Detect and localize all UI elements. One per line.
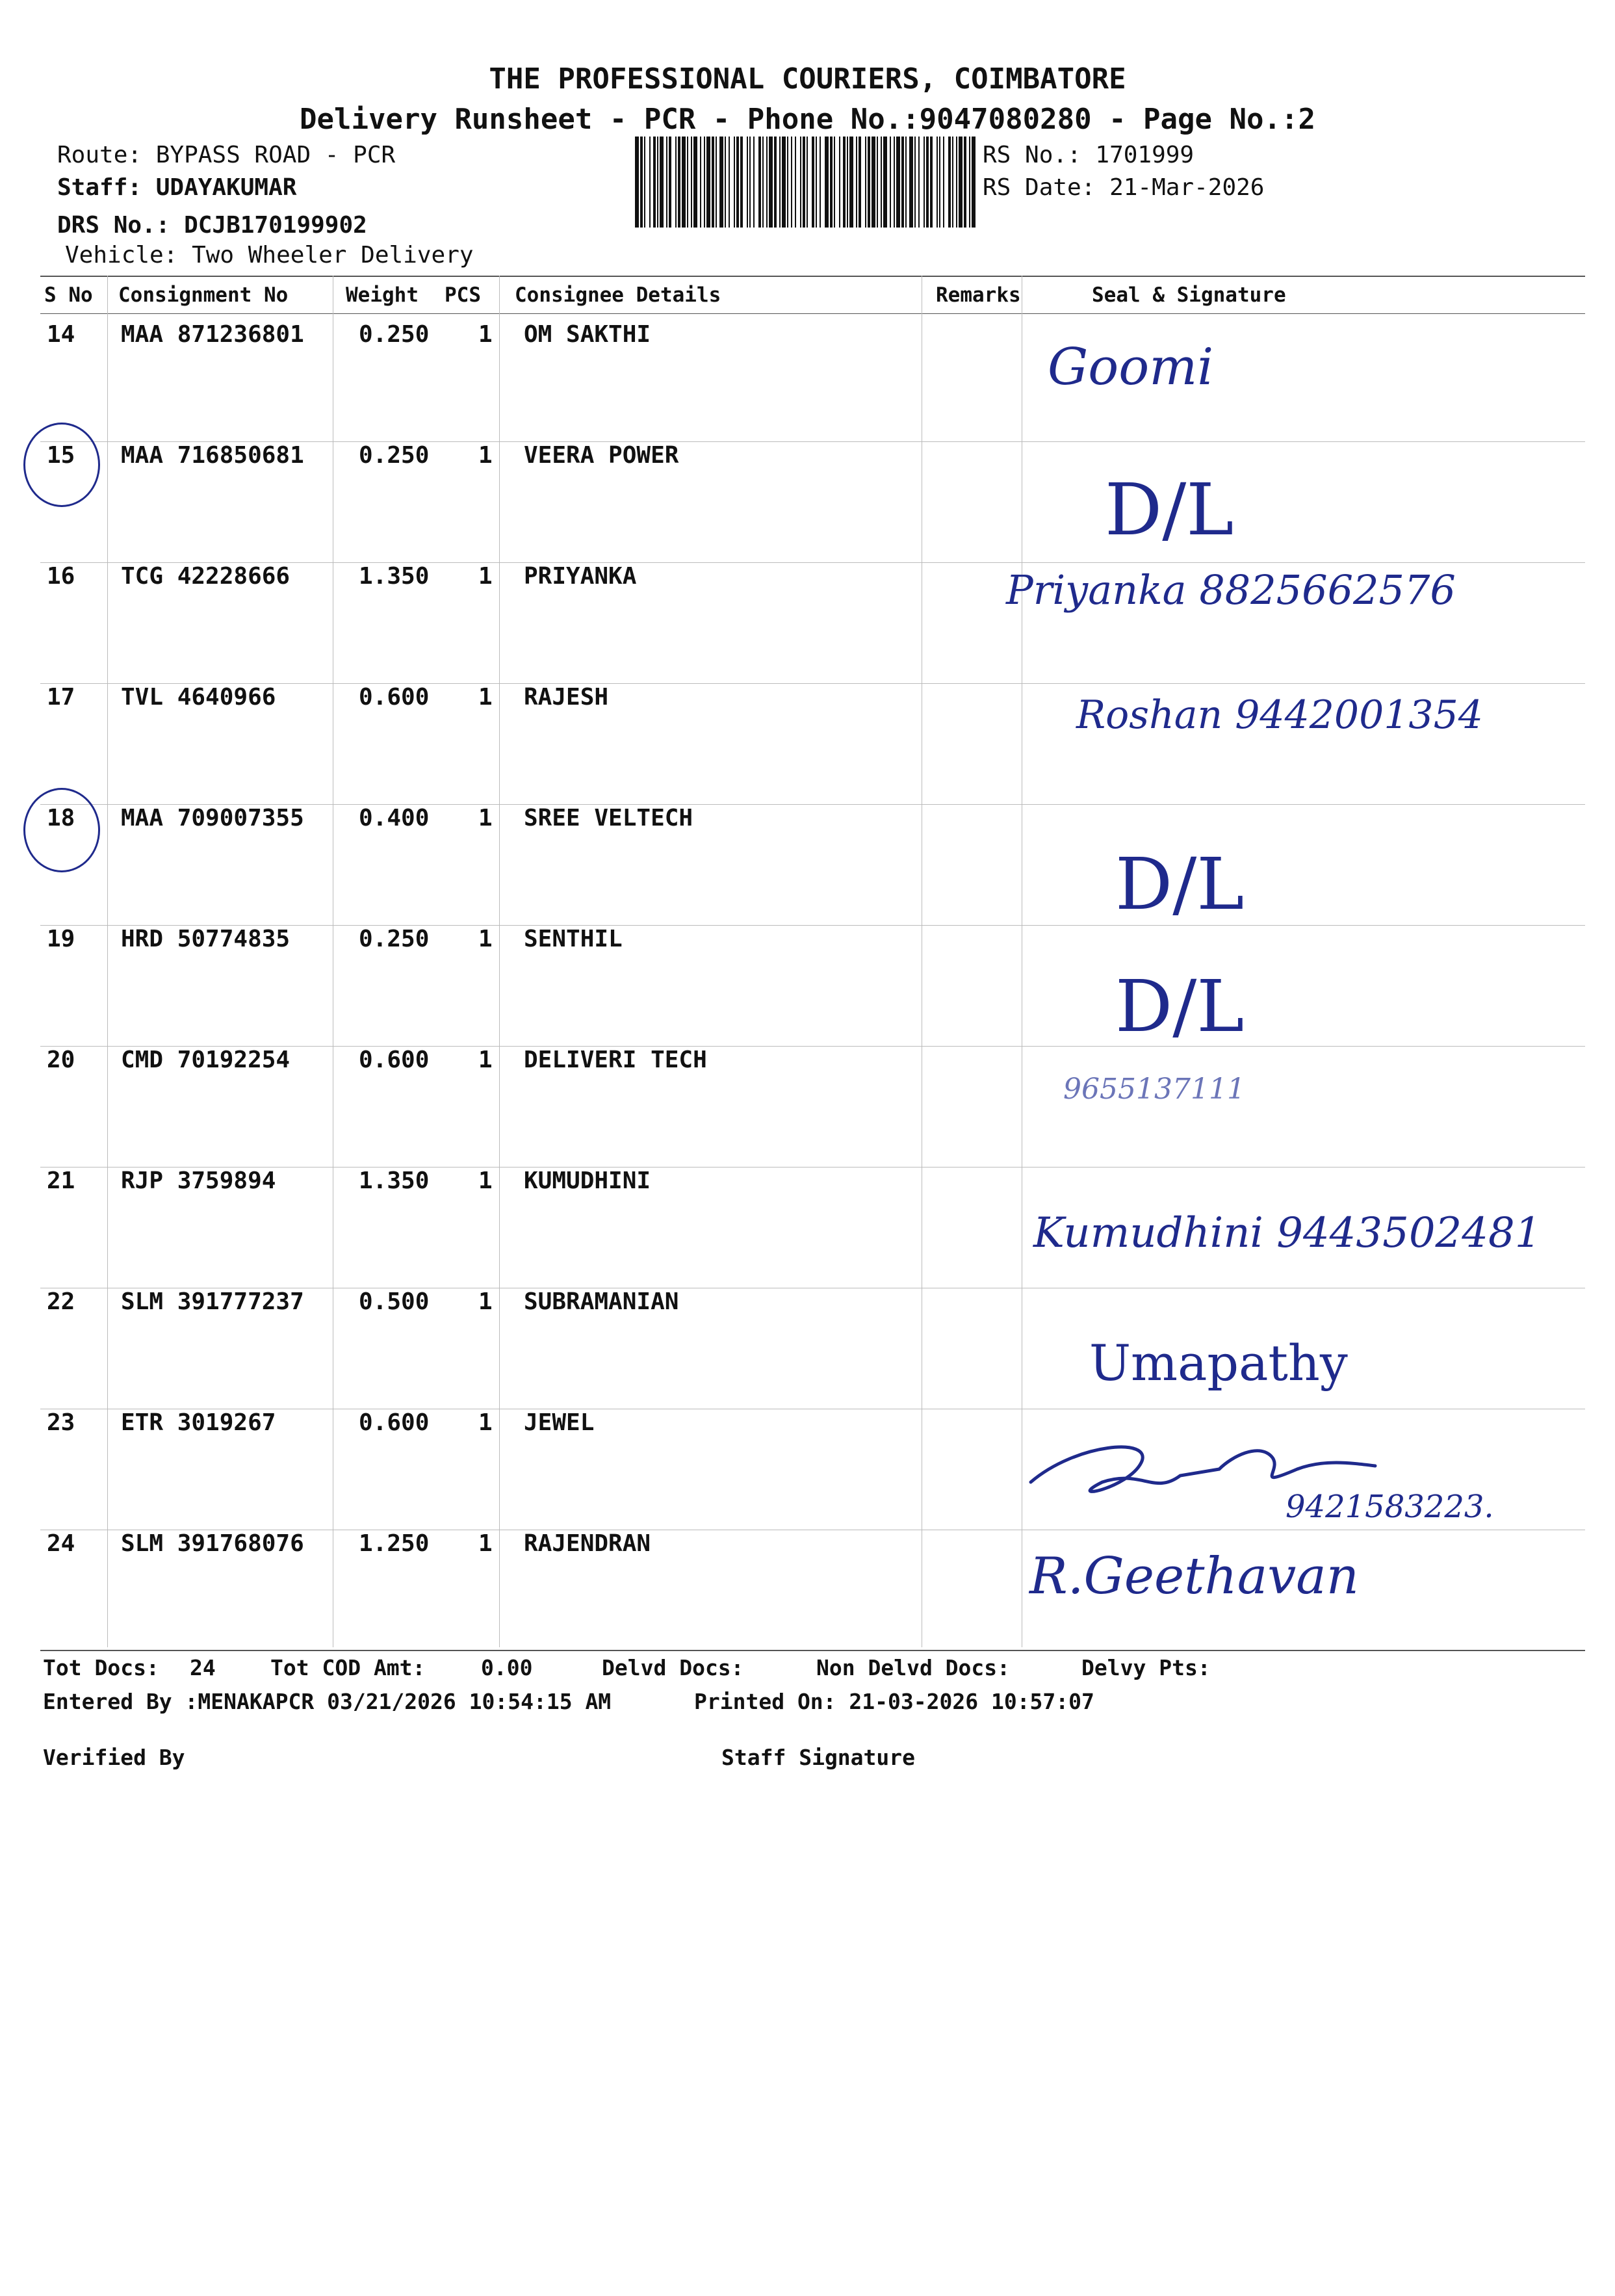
table-row (40, 321, 1585, 442)
delvd-docs-label: Delvd Docs: (602, 1655, 744, 1680)
row-consignment: MAA 709007355 (121, 805, 304, 831)
row-pcs: 1 (478, 1409, 493, 1436)
circle-mark-icon (23, 788, 100, 872)
signature-row-22: Umapathy (1089, 1334, 1348, 1392)
staff-label: Staff: UDAYAKUMAR (57, 174, 297, 201)
row-sno: 23 (47, 1409, 75, 1436)
row-pcs: 1 (478, 563, 493, 590)
signature-row-14: Goomi (1048, 338, 1214, 397)
printed-on: Printed On: 21-03-2026 10:57:07 (694, 1689, 1094, 1714)
header-bottom-rule (40, 313, 1585, 314)
row-consignment: MAA 871236801 (121, 321, 304, 348)
table-row (40, 805, 1585, 926)
row-sno: 17 (47, 684, 75, 711)
row-consignment: ETR 3019267 (121, 1409, 276, 1436)
row-consignee: VEERA POWER (524, 442, 679, 469)
table-top-rule (40, 276, 1585, 277)
row-consignee: SREE VELTECH (524, 805, 693, 831)
runsheet-subtitle: Delivery Runsheet - PCR - Phone No.:9047080280 - Page No.:2 (300, 103, 1315, 136)
route-label: Route: BYPASS ROAD - PCR (57, 142, 396, 168)
barcode-image (634, 137, 977, 228)
rs-date: RS Date: 21-Mar-2026 (983, 174, 1265, 201)
row-consignee: PRIYANKA (524, 563, 637, 590)
row-weight: 1.350 (359, 563, 430, 590)
col-header-consignment: Consignment No (118, 283, 289, 307)
row-sno: 22 (47, 1288, 75, 1315)
row-sno: 19 (47, 926, 75, 952)
signature-row-23: 9421583223. (1286, 1489, 1494, 1525)
circle-mark-icon (23, 423, 100, 507)
row-sno: 15 (47, 442, 75, 469)
row-sno: 20 (47, 1047, 75, 1073)
tot-cod-label: Tot COD Amt: (270, 1655, 426, 1680)
table-row (40, 926, 1585, 1047)
entered-by: Entered By :MENAKAPCR 03/21/2026 10:54:15 AM (43, 1689, 612, 1714)
row-consignee: SUBRAMANIAN (524, 1288, 679, 1315)
page-title: THE PROFESSIONAL COURIERS, COIMBATORE (489, 62, 1126, 96)
row-pcs: 1 (478, 321, 493, 348)
col-header-consignee: Consignee Details (515, 283, 721, 307)
row-consignment: MAA 716850681 (121, 442, 304, 469)
row-sno: 14 (47, 321, 75, 348)
row-consignee: DELIVERI TECH (524, 1047, 707, 1073)
drs-number: DRS No.: DCJB170199902 (57, 212, 367, 239)
row-sno: 24 (47, 1530, 75, 1557)
row-pcs: 1 (478, 926, 493, 952)
row-weight: 0.600 (359, 1409, 430, 1436)
col-header-remarks: Remarks (936, 283, 1021, 307)
row-consignee: SENTHIL (524, 926, 623, 952)
tot-docs-value: 24 (190, 1655, 216, 1680)
row-pcs: 1 (478, 1047, 493, 1073)
signature-row-19: D/L (1115, 965, 1245, 1048)
signature-scribble-icon (1024, 1430, 1388, 1515)
row-consignee: RAJESH (524, 684, 609, 711)
col-header-pcs: PCS (445, 283, 481, 307)
col-header-sno: S No (44, 283, 93, 307)
table-row (40, 1288, 1585, 1409)
row-weight: 0.250 (359, 442, 430, 469)
row-sno: 16 (47, 563, 75, 590)
verified-by-label: Verified By (43, 1745, 185, 1770)
tot-cod-value: 0.00 (481, 1655, 533, 1680)
row-weight: 0.500 (359, 1288, 430, 1315)
signature-row-18: D/L (1115, 842, 1245, 926)
table-row (40, 1047, 1585, 1168)
row-divider (40, 1650, 1585, 1651)
delvy-pts-label: Delvy Pts: (1081, 1655, 1211, 1680)
row-consignment: TVL 4640966 (121, 684, 276, 711)
row-pcs: 1 (478, 805, 493, 831)
row-weight: 0.250 (359, 321, 430, 348)
non-delvd-docs-label: Non Delvd Docs: (816, 1655, 1011, 1680)
col-header-seal-signature: Seal & Signature (1092, 283, 1286, 307)
row-sno: 21 (47, 1168, 75, 1194)
signature-row-17: Roshan 9442001354 (1076, 692, 1483, 738)
row-weight: 0.600 (359, 684, 430, 711)
row-weight: 0.400 (359, 805, 430, 831)
table-row (40, 442, 1585, 563)
row-pcs: 1 (478, 1168, 493, 1194)
row-pcs: 1 (478, 1288, 493, 1315)
signature-row-21: Kumudhini 9443502481 (1033, 1209, 1542, 1257)
row-consignee: KUMUDHINI (524, 1168, 651, 1194)
staff-signature-label: Staff Signature (721, 1745, 916, 1770)
signature-row-24: R.Geethavan (1029, 1547, 1360, 1606)
row-pcs: 1 (478, 442, 493, 469)
row-weight: 0.250 (359, 926, 430, 952)
signature-row-15: D/L (1105, 468, 1234, 551)
signature-row-20: 9655137111 (1063, 1073, 1245, 1106)
tot-docs-label: Tot Docs: (43, 1655, 159, 1680)
row-consignment: TCG 42228666 (121, 563, 291, 590)
row-consignee: OM SAKTHI (524, 321, 651, 348)
row-consignment: SLM 391777237 (121, 1288, 304, 1315)
row-consignment: RJP 3759894 (121, 1168, 276, 1194)
row-consignee: JEWEL (524, 1409, 595, 1436)
vehicle-label: Vehicle: Two Wheeler Delivery (65, 242, 474, 268)
row-pcs: 1 (478, 684, 493, 711)
row-weight: 1.350 (359, 1168, 430, 1194)
row-consignment: CMD 70192254 (121, 1047, 291, 1073)
row-weight: 1.250 (359, 1530, 430, 1557)
row-consignment: HRD 50774835 (121, 926, 291, 952)
row-weight: 0.600 (359, 1047, 430, 1073)
rs-number: RS No.: 1701999 (983, 142, 1195, 168)
col-header-weight: Weight (346, 283, 419, 307)
signature-row-16: Priyanka 8825662576 (1006, 566, 1456, 614)
row-consignment: SLM 391768076 (121, 1530, 304, 1557)
row-sno: 18 (47, 805, 75, 831)
row-pcs: 1 (478, 1530, 493, 1557)
row-consignee: RAJENDRAN (524, 1530, 651, 1557)
